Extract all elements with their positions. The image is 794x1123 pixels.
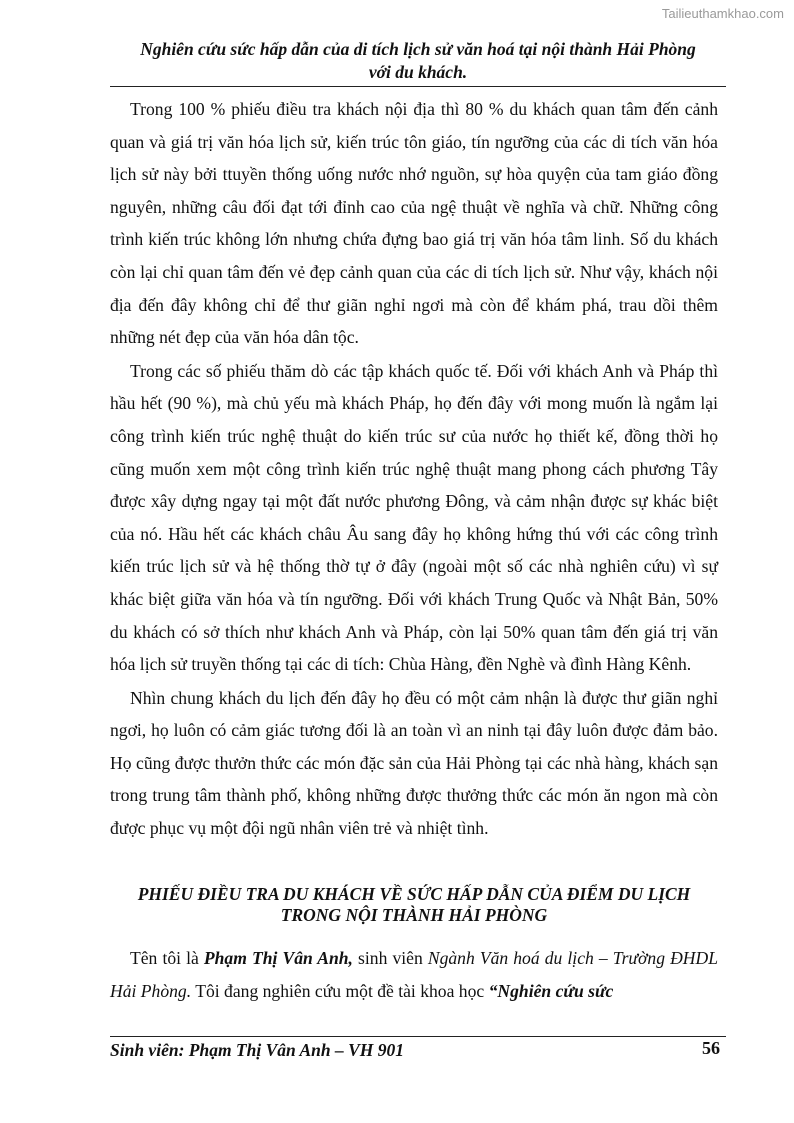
survey-intro-paragraph: [110, 942, 718, 1007]
survey-intro: [110, 942, 718, 1007]
body-text: [110, 93, 718, 845]
header-line-1: Nghiên cứu sức hấp dẫn của di tích lịch sử văn hoá tại nội thành Hải Phòng: [140, 39, 696, 59]
footer-divider: [110, 1036, 726, 1037]
survey-title-line-2: TRONG NỘI THÀNH HẢI PHÒNG: [280, 905, 548, 925]
intro-text-1: Tên tôi là: [130, 948, 204, 968]
footer-student: Sinh viên: Phạm Thị Vân Anh – VH 901: [110, 1040, 405, 1060]
header-line-2: với du khách.: [368, 62, 468, 82]
survey-title-line-1: PHIẾU ĐIỀU TRA DU KHÁCH VỀ SỨC HẤP DẪN CỦA ĐIỂM DU LỊCH: [137, 884, 691, 904]
author-affiliation: Ngành Văn hoá du lịch – Trường ĐHDL Hải Phòng.: [110, 948, 718, 1001]
research-topic: “Nghiên cứu sức: [488, 980, 614, 1001]
intro-text-2: sinh viên: [352, 948, 428, 968]
paragraph-international-visitors: Trong các số phiếu thăm dò các tập khách quốc tế. Đối với khách Anh và Pháp thì hầu hết (90 %), mà chủ yếu mà khách Pháp, họ đến đây với mong muốn là ngắm lại công trình kiến trúc nghệ thuật do kiến trúc sư của nước họ thiết kế, đồng thời họ cũng muốn xem một công trình kiến trúc nghệ thuật mang phong cách phương Tây được xây dựng ngay tại một đất nước phương Đông, và cảm nhận được sự khác biệt của nó. Hầu hết các khách châu Âu sang đây họ không hứng thú với các công trình kiến trúc lịch sử và hệ thống thờ tự ở đây (ngoài một số các nhà nghiên cứu) vì sự khác biệt giữa văn hóa và tín ngưỡng. Đối với khách Trung Quốc và Nhật Bản, 50% du khách có sở thích như khách Anh và Pháp, còn lại 50% quan tâm đến giá trị văn hóa lịch sử truyền thống tại các di tích: Chùa Hàng, đền Nghè và đình Hàng Kênh.: [110, 360, 718, 675]
watermark: Tailieuthamkhao.com: [661, 6, 784, 21]
header-divider: [110, 86, 726, 87]
author-name: Phạm Thị Vân Anh,: [203, 948, 353, 968]
paragraph-overall-impression: Nhìn chung khách du lịch đến đây họ đều có một cảm nhận là được thư giãn nghỉ ngơi, họ luôn có cảm giác tương đối là an toàn vì an ninh tại đây luôn được đảm bảo. Họ cũng được thưởn thức các món đặc sản của Hải Phòng tại các nhà hàng, khách sạn trong trung tâm thành phố, không những được thưởng thức các món ăn ngon mà còn được phục vụ một đội ngũ nhân viên trẻ và nhiệt tình.: [110, 687, 718, 839]
intro-text-3: Tôi đang nghiên cứu một đề tài khoa học: [191, 980, 489, 1001]
page-number: 56: [702, 1038, 720, 1058]
paragraph-domestic-visitors: Trong 100 % phiếu điều tra khách nội địa thì 80 % du khách quan tâm đến cảnh quan và giá trị văn hóa lịch sử, kiến trúc tôn giáo, tín ngưỡng của các di tích văn hóa lịch sử này bởi ttuyền thống uống nước nhớ nguồn, sự hòa quyện của tam giáo đồng nguyên, những câu đối đạt tới đỉnh cao của ngệ thuật về nghĩa và chữ. Những công trình kiến trúc không lớn nhưng chứa đựng bao giá trị văn hóa tâm linh. Số du khách còn lại chỉ quan tâm đến vẻ đẹp cảnh quan của các di tích lịch sử. Như vậy, khách nội địa đến đây không chỉ để thư giãn nghỉ ngơi mà còn để khám phá, trau dồi thêm những nét đẹp của văn hóa dân tộc.: [110, 99, 718, 348]
running-header: [110, 38, 726, 84]
survey-title: [110, 884, 718, 926]
